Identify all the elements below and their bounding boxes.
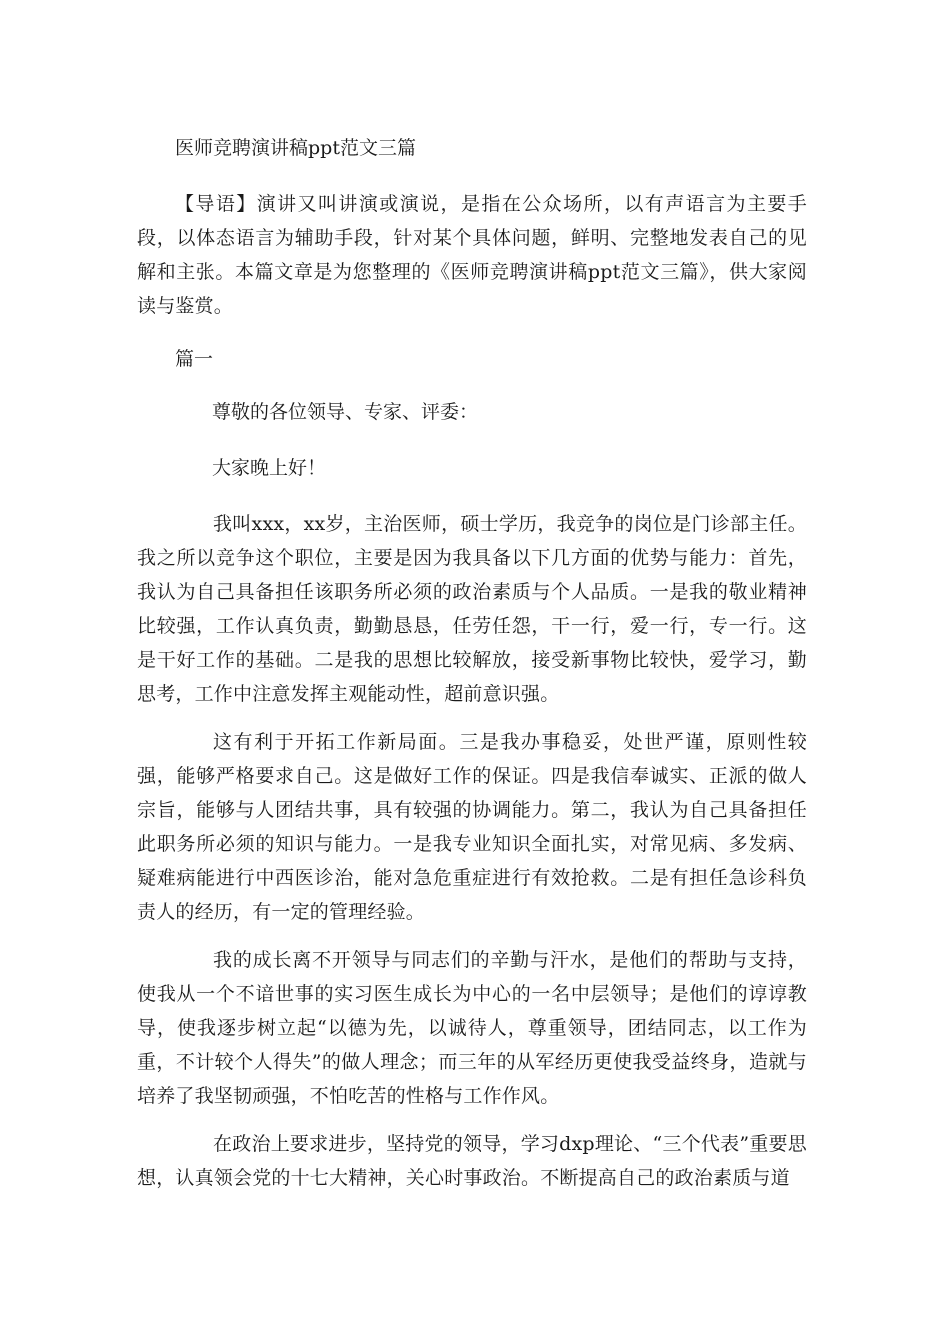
body-paragraph: 这有利于开拓工作新局面。三是我办事稳妥，处世严谨，原则性较强，能够严格要求自己。这是做好工作的保证。四是我信奉诚实、正派的做人宗旨，能够与人团结共事，具有较强的协调能力。第二，我认为自己具备担任此职务所必须的知识与能力。一是我专业知识全面扎实，对常见病、多发病、疑难病能进行中西医诊治，能对急危重症进行有效抢救。二是有担任急诊科负责人的经历，有一定的管理经验。 <box>137 731 807 923</box>
salutation: 尊敬的各位领导、专家、评委： <box>212 401 479 423</box>
document-title: 医师竞聘演讲稿ppt范文三篇 <box>175 137 416 159</box>
section-heading: 篇一 <box>175 348 214 370</box>
body-paragraph: 在政治上要求进步，坚持党的领导，学习dxp理论、“三个代表”重要思想，认真领会党的十七大精神，关心时事政治。不断提高自己的政治素质与道 <box>137 1133 807 1189</box>
greeting: 大家晚上好！ <box>212 457 327 479</box>
body-paragraph: 我的成长离不开领导与同志们的辛勤与汗水，是他们的帮助与支持，使我从一个不谙世事的实习医生成长为中心的一名中层领导；是他们的谆谆教导，使我逐步树立起“以德为先，以诚待人，尊重领导，团结同志，以工作为重，不计较个人得失”的做人理念；而三年的从军经历更使我受益终身，造就与培养了我坚韧顽强，不怕吃苦的性格与工作作风。 <box>137 949 807 1107</box>
intro-paragraph: 【导语】演讲又叫讲演或演说，是指在公众场所，以有声语言为主要手段，以体态语言为辅助手段，针对某个具体问题，鲜明、完整地发表自己的见解和主张。本篇文章是为您整理的《医师竞聘演讲稿ppt范文三篇》，供大家阅读与鉴赏。 <box>137 193 807 317</box>
body-paragraph: 我叫xxx，xx岁，主治医师，硕士学历，我竞争的岗位是门诊部主任。我之所以竞争这个职位，主要是因为我具备以下几方面的优势与能力：首先，我认为自己具备担任该职务所必须的政治素质与个人品质。一是我的敬业精神比较强，工作认真负责，勤勤恳恳，任劳任怨，干一行，爱一行，专一行。这是干好工作的基础。二是我的思想比较解放，接受新事物比较快，爱学习，勤思考，工作中注意发挥主观能动性，超前意识强。 <box>137 513 807 705</box>
